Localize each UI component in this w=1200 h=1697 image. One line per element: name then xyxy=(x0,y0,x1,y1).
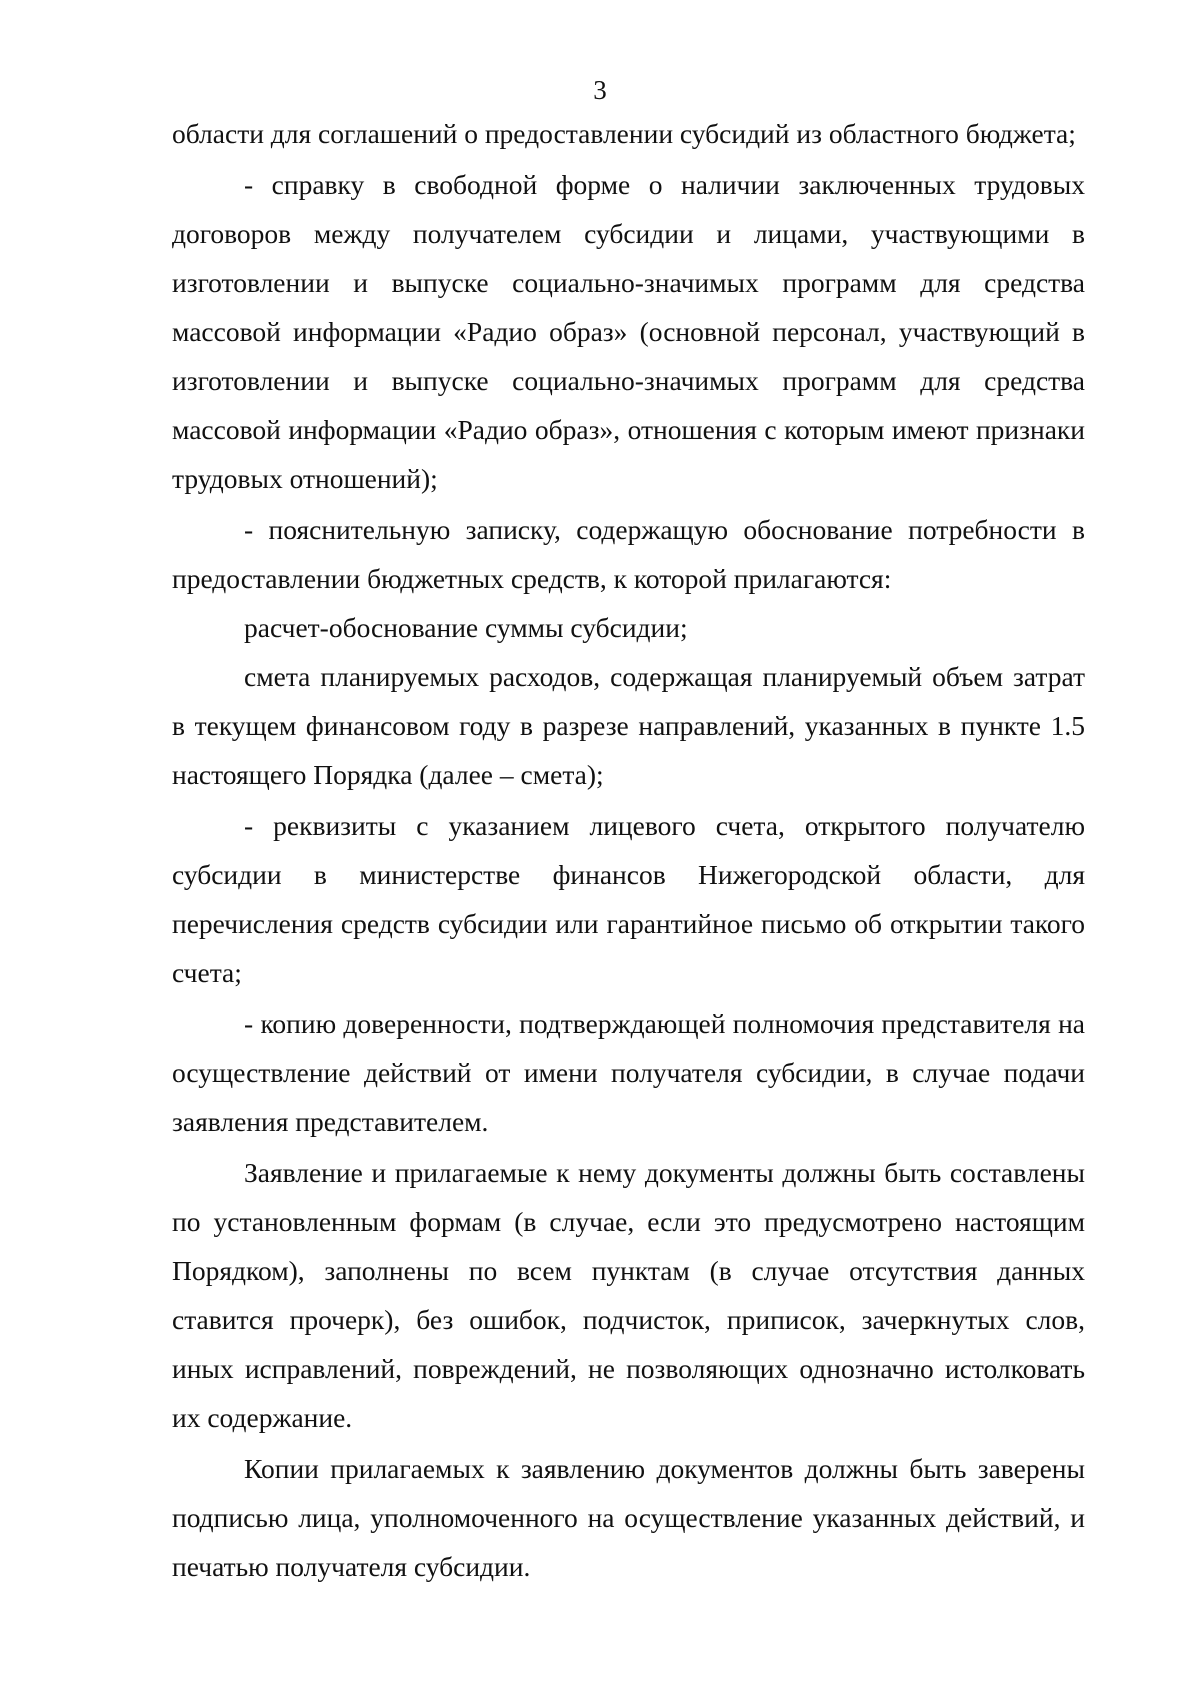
paragraph-power-of-attorney: - копию доверенности, подтверждающей полномочия представителя на осуществление действий от имени получателя субсидии, в случае подачи заявления представителем. xyxy=(172,1008,1085,1137)
paragraph-subsidy-calculation: расчет-обоснование суммы субсидии; xyxy=(244,612,688,643)
paragraph-budget-agreements: области для соглашений о предоставлении субсидий из областного бюджета; xyxy=(172,118,1076,149)
paragraph-explanatory-note: - пояснительную записку, содержащую обоснование потребности в предоставлении бюджетных средств, к которой прилагаются: xyxy=(172,514,1085,594)
paragraph-expense-estimate: смета планируемых расходов, содержащая планируемый объем затрат в текущем финансовом году в разрезе направлений, указанных в пункте 1.5 настоящего Порядка (далее – смета); xyxy=(172,661,1085,790)
paragraph-copies-certification: Копии прилагаемых к заявлению документов должны быть заверены подписью лица, уполномоченного на осуществление указанных действий, и печатью получателя субсидии. xyxy=(172,1453,1085,1582)
paragraph-application-requirements: Заявление и прилагаемые к нему документы должны быть составлены по установленным формам (в случае, если это предусмотрено настоящим Порядком), заполнены по всем пунктам (в случае отсутствия данных ставится прочерк), без ошибок, подчисток, приписок, зачеркнутых слов, иных исправлений, повреждений, не позволяющих однозначно истолковать их содержание. xyxy=(172,1157,1085,1433)
page-number: 3 xyxy=(593,75,607,105)
paragraph-labor-contracts-certificate: - справку в свободной форме о наличии заключенных трудовых договоров между получателем субсидии и лицами, участвующими в изготовлении и выпуске социально-значимых программ для средства массовой информации «Радио образ» (основной персонал, участвующий в изготовлении и выпуске социально-значимых программ для средства массовой информации «Радио образ», отношения с которым имеют признаки трудовых отношений); xyxy=(172,169,1085,494)
document-body xyxy=(172,109,1085,1591)
paragraph-account-details: - реквизиты с указанием лицевого счета, открытого получателю субсидии в министерстве финансов Нижегородской области, для перечисления средств субсидии или гарантийное письмо об открытии такого счета; xyxy=(172,810,1085,988)
